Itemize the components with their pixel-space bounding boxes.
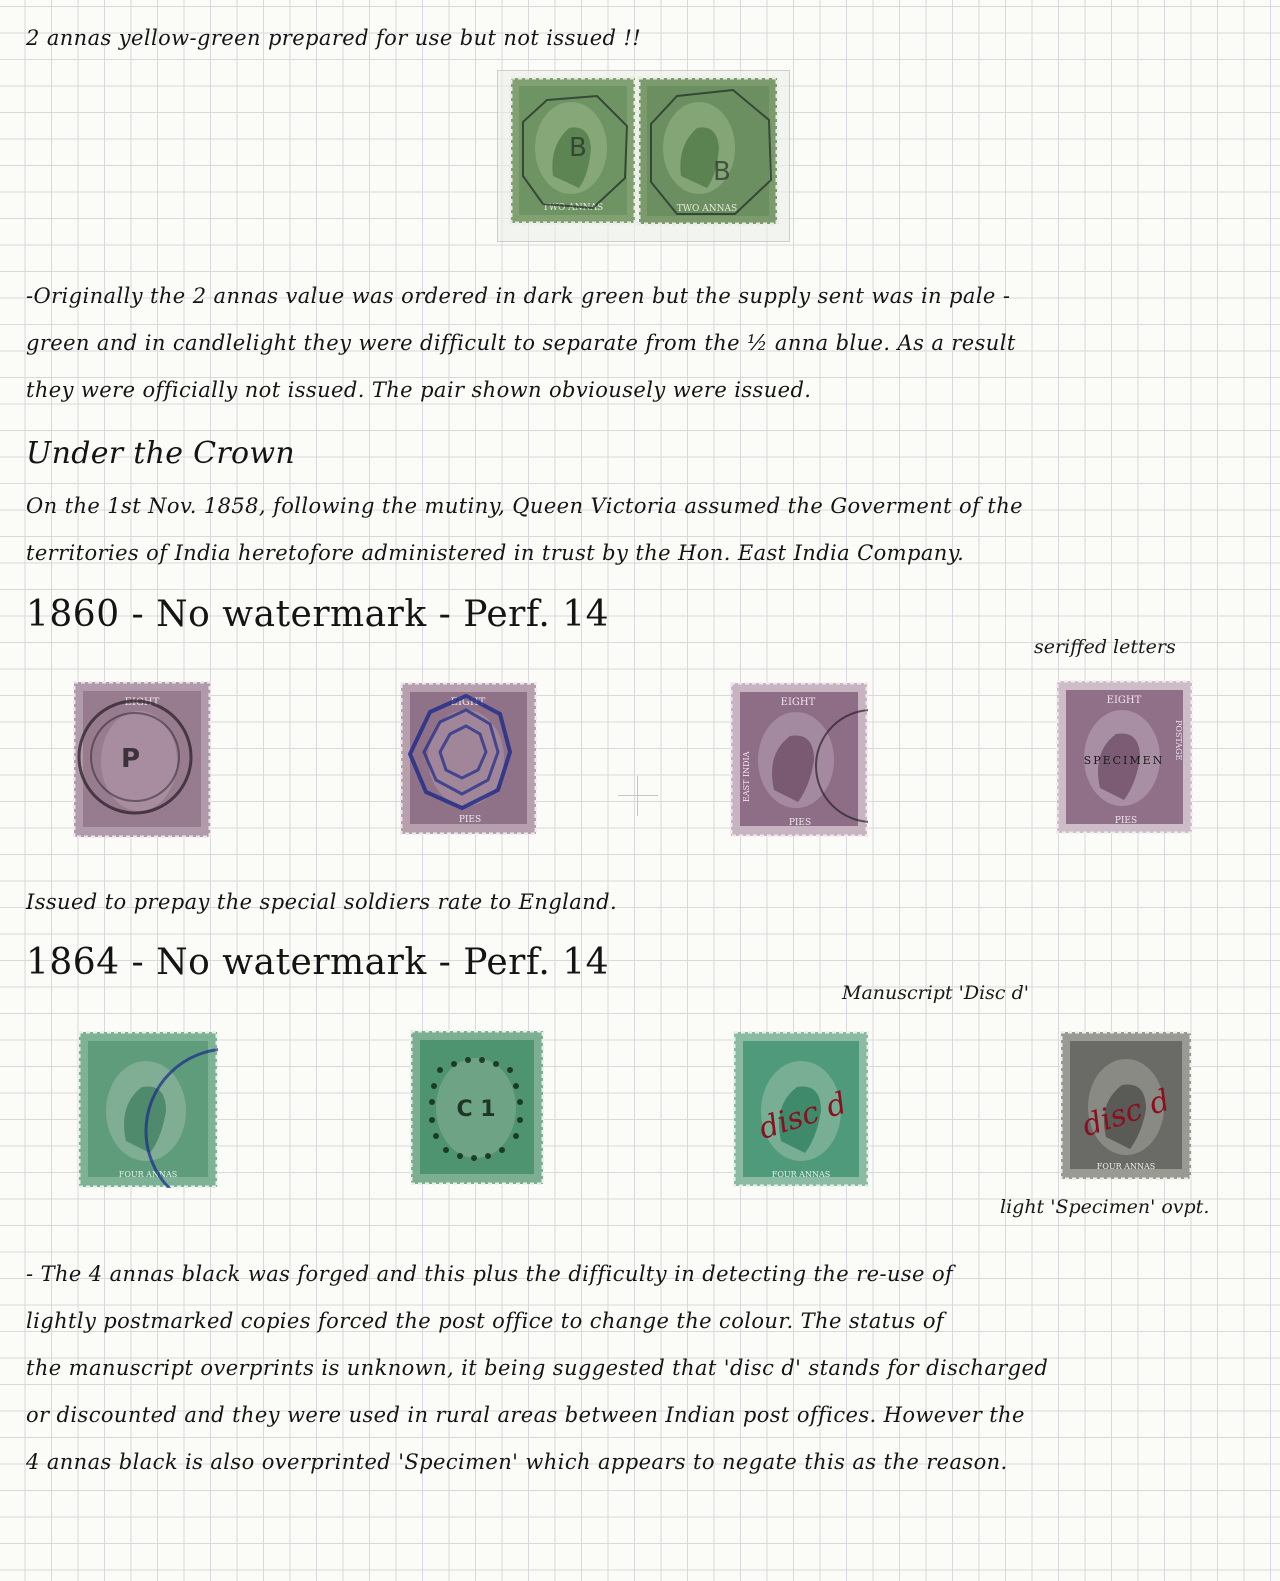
section-heading: Under the Crown <box>26 436 295 471</box>
cancel-number: C 1 <box>456 1097 496 1122</box>
note-manuscript: Manuscript 'Disc d' <box>842 982 1029 1004</box>
stamp-bottom-label: PIES <box>458 815 482 825</box>
stamp-top-label: EIGHT <box>450 697 486 708</box>
issue-heading-1860: 1860 - No watermark - Perf. 14 <box>26 594 610 635</box>
mount-guide-cross <box>618 776 658 816</box>
stamp-8-pies-1 <box>73 681 211 838</box>
note-seriffed: seriffed letters <box>1034 636 1176 658</box>
paragraph-line: On the 1st Nov. 1858, following the mutiny, Queen Victoria assumed the Goverment of the <box>26 494 1023 518</box>
paragraph-line: or discounted and they were used in rural areas between Indian post offices. However the <box>26 1403 1025 1427</box>
cancel-number: B <box>713 157 731 187</box>
stamp-4-annas-green-2 <box>410 1030 544 1185</box>
page-title: 2 annas yellow-green prepared for use but not issued !! <box>26 26 642 50</box>
paragraph-line: -Originally the 2 annas value was ordered in dark green but the supply sent was in pale - <box>26 284 1011 308</box>
paragraph-line: the manuscript overprints is unknown, it being suggested that 'disc d' stands for discharged <box>26 1356 1049 1380</box>
paragraph-line: they were officially not issued. The pair shown obviousely were issued. <box>26 378 812 402</box>
stamp-2-annas-right <box>637 76 779 226</box>
paragraph-line: - The 4 annas black was forged and this plus the difficulty in detecting the re-use of <box>26 1262 954 1286</box>
stamp-4-annas-black-disc <box>1060 1031 1192 1180</box>
paragraph-line: lightly postmarked copies forced the post office to change the colour. The status of <box>26 1309 945 1333</box>
paragraph-line: territories of India heretofore administered in trust by the Hon. East India Company. <box>26 541 965 565</box>
manuscript-overprint: disc d <box>1077 1082 1175 1144</box>
note-specimen: light 'Specimen' ovpt. <box>1000 1196 1210 1218</box>
stamp-8-pies-3 <box>730 682 868 837</box>
paragraph-line: 4 annas black is also overprinted 'Specimen' which appears to negate this as the reason. <box>26 1450 1008 1474</box>
stamp-8-pies-2 <box>400 682 537 835</box>
cancel-letter: P <box>121 744 141 774</box>
stamp-bottom-label: FOUR ANNAS <box>118 1170 178 1179</box>
stamp-top-label: EIGHT <box>1106 695 1142 706</box>
stamp-bottom-label: TWO ANNAS <box>676 204 738 214</box>
stamp-top-label: EIGHT <box>780 697 816 708</box>
stamp-8-pies-specimen <box>1056 680 1193 834</box>
issue-caption-1860: Issued to prepay the special soldiers rate to England. <box>26 890 618 914</box>
specimen-overprint: SPECIMEN <box>1083 754 1165 767</box>
stamp-bottom-label: TWO ANNAS <box>542 203 604 213</box>
stamp-bottom-label: FOUR ANNAS <box>771 1170 831 1179</box>
issue-heading-1864: 1864 - No watermark - Perf. 14 <box>26 942 610 983</box>
stamp-4-annas-green-disc <box>733 1031 869 1187</box>
cancel-number: B <box>569 133 587 163</box>
stamp-bottom-label: PIES <box>788 818 812 828</box>
stamp-4-annas-green-1 <box>78 1031 218 1188</box>
stamp-bottom-label: PIES <box>1114 816 1138 826</box>
stamp-side-label: POSTAGE <box>1174 720 1183 761</box>
manuscript-overprint: disc d <box>754 1085 851 1147</box>
paragraph-line: green and in candlelight they were difficult to separate from the ½ anna blue. As a result <box>26 331 1016 355</box>
stamp-2-annas-left <box>509 76 637 225</box>
stamp-bottom-label: FOUR ANNAS <box>1096 1162 1156 1171</box>
stamp-side-label: EAST INDIA <box>742 751 751 802</box>
stamp-top-label: EIGHT <box>124 697 160 708</box>
